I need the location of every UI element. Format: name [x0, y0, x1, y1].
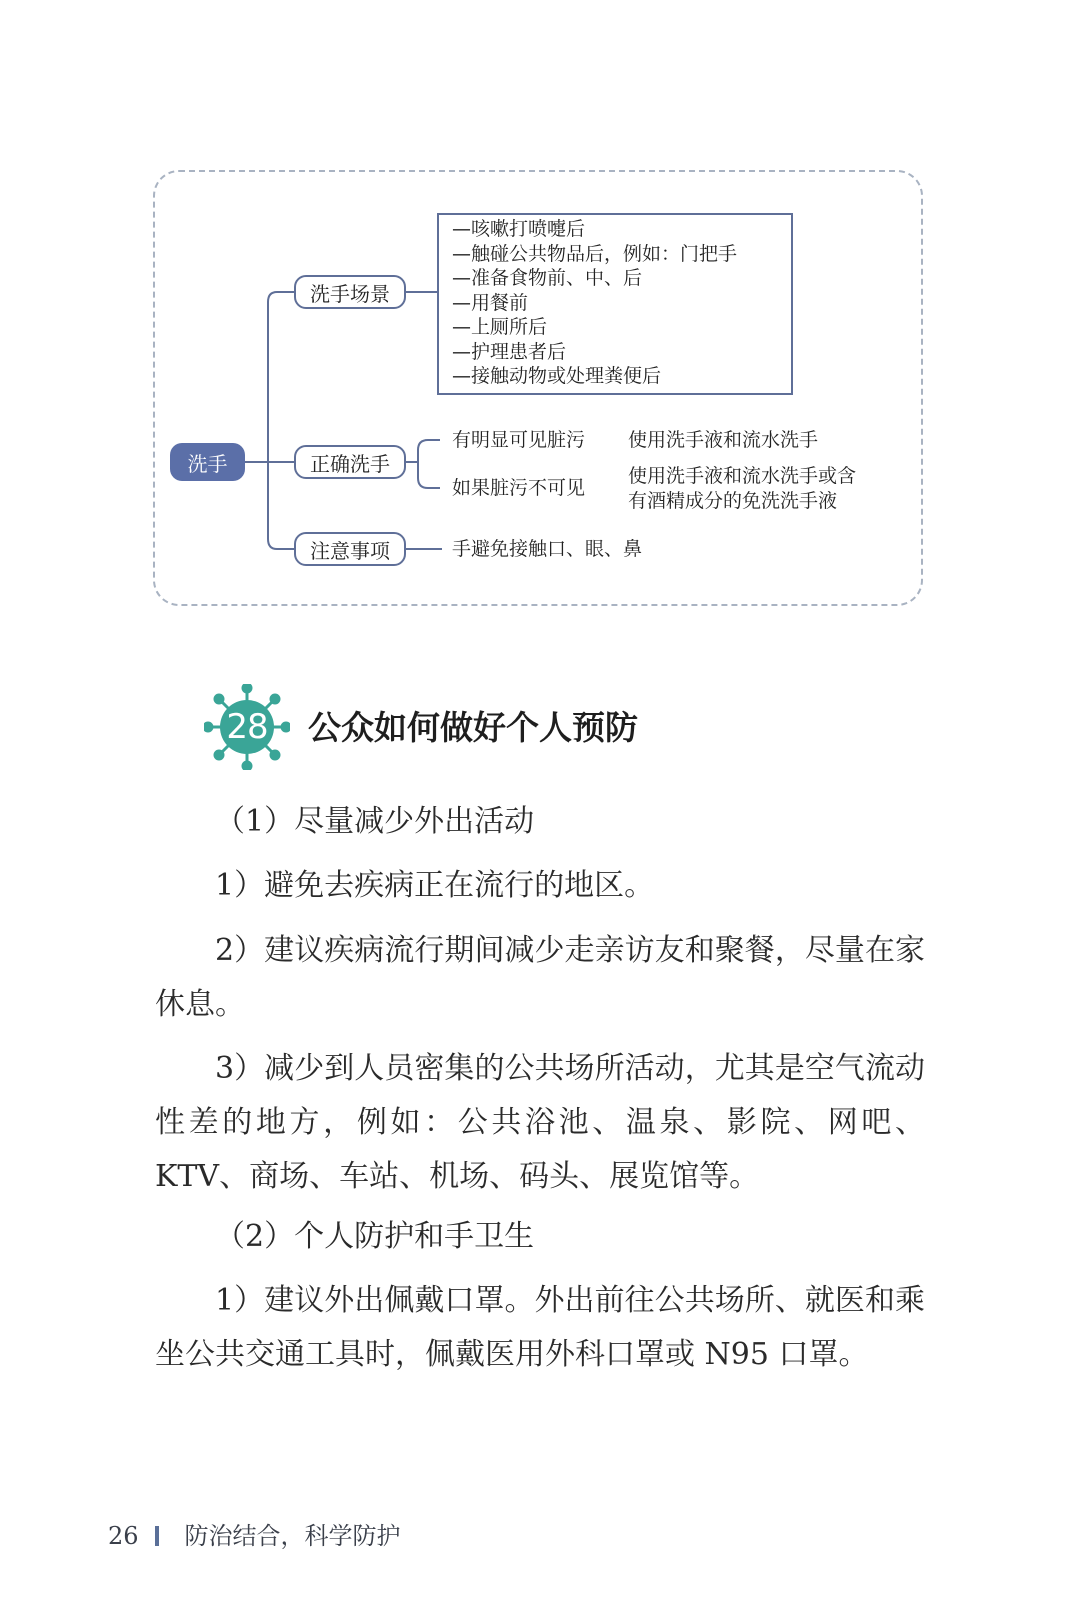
scene-item: —接触动物或处理粪便后 — [452, 365, 662, 387]
branch-node-correct: 正确洗手 — [294, 445, 406, 479]
scene-item: —用餐前 — [452, 291, 529, 314]
section-title: 公众如何做好个人预防 — [308, 708, 638, 747]
paragraph: （2）个人防护和手卫生 — [215, 1219, 535, 1254]
page-footer — [108, 1516, 401, 1551]
scene-item: —护理患者后 — [452, 340, 567, 363]
action-invisible-dirt-line1: 使用洗手液和流水洗手或含 — [628, 465, 857, 487]
section-heading — [204, 684, 724, 770]
paragraph: 1）避免去疾病正在流行的地区。 — [215, 868, 655, 903]
section-number: 28 — [226, 707, 268, 747]
branch-node-notes: 注意事项 — [294, 532, 406, 566]
branch-node-scene: 洗手场景 — [294, 275, 406, 309]
action-invisible-dirt-line2: 有酒精成分的免洗洗手液 — [628, 490, 838, 512]
scene-item: —咳嗽打喷嚏后 — [452, 218, 586, 240]
book-title: 防治结合，科学防护 — [184, 1522, 401, 1550]
notes-text: 手避免接触口、眼、鼻 — [452, 538, 643, 560]
action-visible-dirt: 使用洗手液和流水洗手 — [628, 429, 819, 451]
condition-invisible-dirt: 如果脏污不可见 — [452, 477, 586, 499]
paragraph: 3）减少到人员密集的公共场所活动，尤其是空气流动性差的地方，例如：公共浴池、温泉、影院、网吧、KTV、商场、车站、机场、码头、展览馆等。 — [155, 1051, 925, 1194]
page-number: 26 — [108, 1522, 139, 1550]
scene-item: —触碰公共物品后，例如：门把手 — [452, 242, 738, 265]
mindmap-root-node: 洗手 — [170, 443, 245, 481]
condition-visible-dirt: 有明显可见脏污 — [452, 429, 586, 451]
paragraph: 2）建议疾病流行期间减少走亲访友和聚餐，尽量在家休息。 — [155, 933, 925, 1022]
scene-item: —上厕所后 — [452, 316, 548, 338]
scene-list-box — [437, 213, 793, 395]
paragraph: 1）建议外出佩戴口罩。外出前往公共场所、就医和乘坐公共交通工具时，佩戴医用外科口罩或 N95 口罩。 — [155, 1283, 925, 1372]
scene-item: —准备食物前、中、后 — [452, 267, 643, 289]
paragraph: （1）尽量减少外出活动 — [215, 804, 535, 839]
footer-divider — [155, 1526, 159, 1546]
